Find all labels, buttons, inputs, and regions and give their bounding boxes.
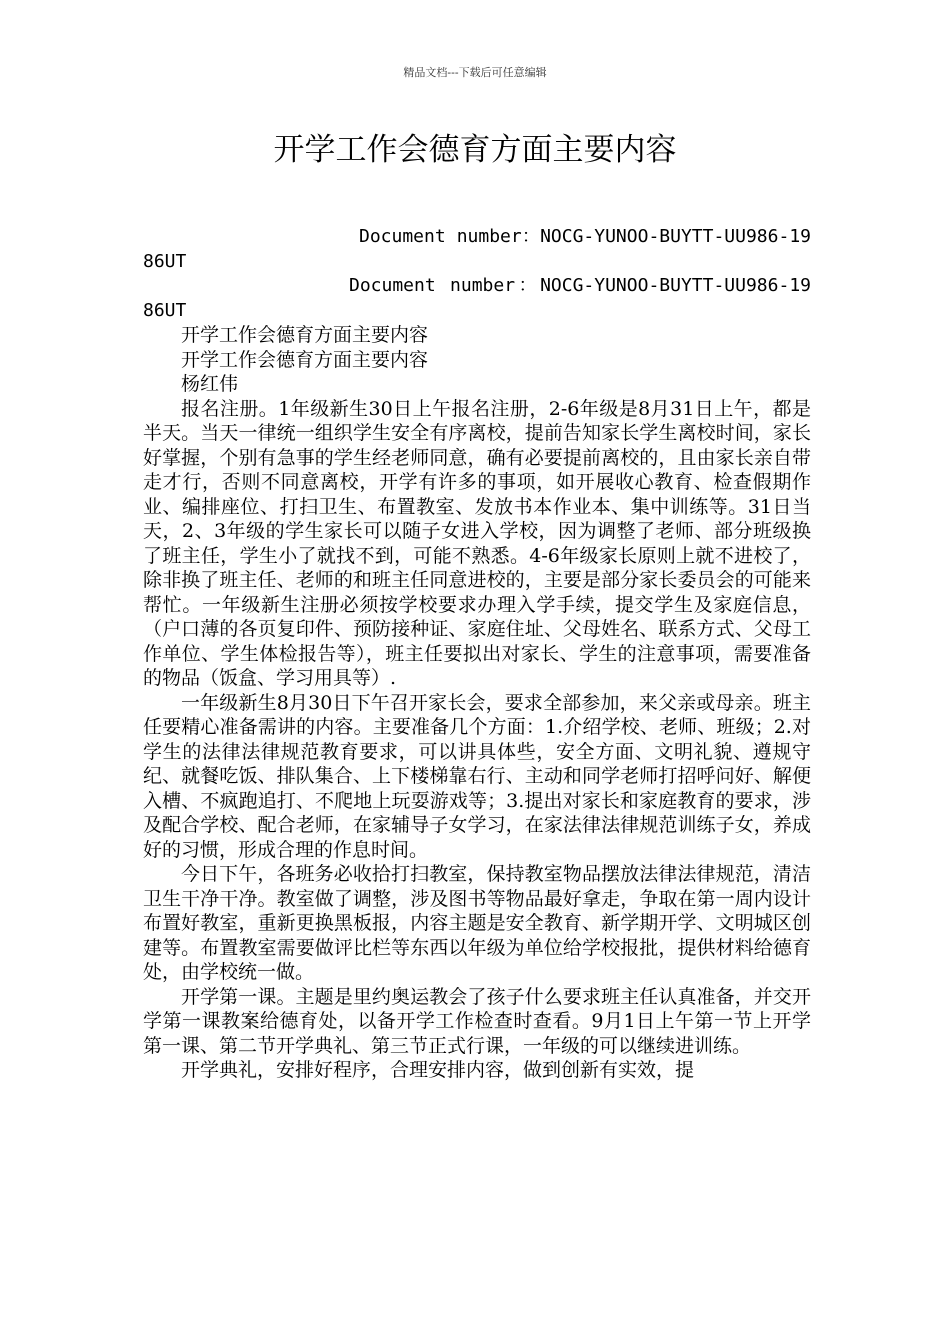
document-title: 开学工作会德育方面主要内容 bbox=[273, 132, 677, 168]
document-body bbox=[143, 225, 811, 1083]
document-number-line: Document number：NOCG-YUNOO-BUYTT-UU986-1986UT bbox=[143, 226, 811, 272]
paragraph-registration: 报名注册。1年级新生30日上午报名注册，2-6年级是8月31日上午，都是半天。当天一律统一组织学生安全有序离校，提前告知家长学生离校时间，家长好掌握，个别有急事的学生经老师同意，确有必要提前离校的，且由家长亲自带走才行，否则不同意离校，开学有许多的事项，如开展收心教育、检查假期作业、编排座位、打扫卫生、布置教室、发放书本作业本、集中训练等。31日当天，2、3年级的学生家长可以随子女进入学校，因为调整了老师、部分班级换了班主任，学生小了就找不到，可能不熟悉。4-6年级家长原则上就不进校了，除非换了班主任、老师的和班主任同意进校的，主要是部分家长委员会的可能来帮忙。一年级新生注册必须按学校要求办理入学手续，提交学生及家庭信息，（户口薄的各页复印件、预防接种证、家庭住址、父母姓名、联系方式、父母工作单位、学生体检报告等），班主任要拟出对家长、学生的注意事项，需要准备的物品（饭盒、学习用具等）. bbox=[143, 397, 811, 689]
paragraph-classroom-cleaning: 今日下午，各班务必收拾打扫教室，保持教室物品摆放法律法律规范，清洁卫生干净干净。教室做了调整，涉及图书等物品最好拿走，争取在第一周内设计布置好教室，重新更换黑板报，内容主题是安全教育、新学期开学、文明城区创建等。布置教室需要做评比栏等东西以年级为单位给学校报批，提供材料给德育处，由学校统一做。 bbox=[143, 863, 811, 983]
subtitle-line: 开学工作会德育方面主要内容 bbox=[181, 348, 429, 371]
paragraph-parent-meeting: 一年级新生8月30日下午召开家长会，要求全部参加，来父亲或母亲。班主任要精心准备需讲的内容。主要准备几个方面：1.介绍学校、老师、班级；2.对学生的法律法律规范教育要求，可以讲具体些，安全方面、文明礼貌、遵规守纪、就餐吃饭、排队集合、上下楼梯靠右行、主动和同学老师打招呼问好、解便入槽、不疯跑追打、不爬地上玩耍游戏等；3.提出对家长和家庭教育的要求，涉及配合学校、配合老师，在家辅导子女学习，在家法律法律规范训练子女，养成好的习惯，形成合理的作息时间。 bbox=[143, 691, 811, 861]
author-name: 杨红伟 bbox=[181, 373, 239, 395]
paragraph-opening-ceremony: 开学典礼，安排好程序，合理安排内容，做到创新有实效，提 bbox=[181, 1059, 695, 1081]
subtitle-line: 开学工作会德育方面主要内容 bbox=[181, 324, 429, 346]
paragraph-first-lesson: 开学第一课。主题是里约奥运教会了孩子什么要求班主任认真准备，并交开学第一课教案给德育处，以备开学工作检查时查看。9月1日上午第一节上开学第一课、第二节开学典礼、第三节正式行课，一年级的可以继续进训练。 bbox=[143, 985, 811, 1057]
document-number-line: Document number：NOCG-YUNOO-BUYTT-UU986-1986UT bbox=[143, 275, 811, 321]
header-note: 精品文档---下载后可任意编辑 bbox=[403, 66, 547, 79]
